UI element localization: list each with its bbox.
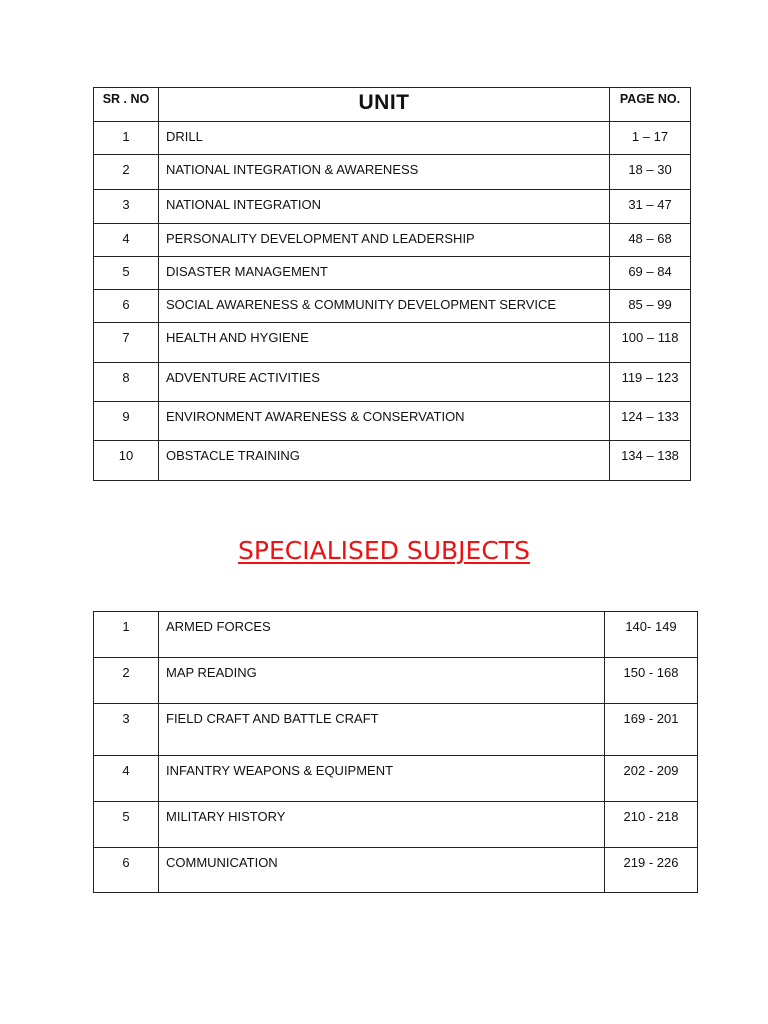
sr-no-cell: 9: [94, 402, 159, 441]
sr-no-cell: 10: [94, 441, 159, 481]
page-range-cell: 119 – 123: [610, 363, 691, 402]
unit-cell: DISASTER MANAGEMENT: [159, 257, 610, 290]
table-row: [94, 402, 691, 441]
unit-cell: OBSTACLE TRAINING: [159, 441, 610, 481]
page-range-cell: 140- 149: [605, 612, 698, 658]
unit-cell: COMMUNICATION: [159, 848, 605, 893]
header-unit: UNIT: [159, 88, 610, 122]
sr-no-cell: 8: [94, 363, 159, 402]
table-row: [94, 658, 698, 704]
page-range-cell: 219 - 226: [605, 848, 698, 893]
sr-no-cell: 3: [94, 704, 159, 756]
sr-no-cell: 1: [94, 612, 159, 658]
table-row: [94, 802, 698, 848]
table-row: [94, 848, 698, 893]
table-row: [94, 155, 691, 190]
sr-no-cell: 3: [94, 190, 159, 224]
specialised-subjects-table: [93, 611, 698, 893]
page-range-cell: 134 – 138: [610, 441, 691, 481]
table-row: [94, 612, 698, 658]
unit-cell: NATIONAL INTEGRATION & AWARENESS: [159, 155, 610, 190]
table-row: [94, 704, 698, 756]
table-row: [94, 190, 691, 224]
sr-no-cell: 1: [94, 122, 159, 155]
unit-cell: MILITARY HISTORY: [159, 802, 605, 848]
unit-cell: FIELD CRAFT AND BATTLE CRAFT: [159, 704, 605, 756]
page-range-cell: 69 – 84: [610, 257, 691, 290]
contents-table: [93, 87, 691, 481]
page-range-cell: 31 – 47: [610, 190, 691, 224]
page-range-cell: 1 – 17: [610, 122, 691, 155]
page-range-cell: 202 - 209: [605, 756, 698, 802]
sr-no-cell: 6: [94, 848, 159, 893]
table-row: [94, 323, 691, 363]
page-range-cell: 124 – 133: [610, 402, 691, 441]
sr-no-cell: 2: [94, 155, 159, 190]
specialised-subjects-heading: SPECIALISED SUBJECTS: [238, 536, 530, 565]
unit-cell: ARMED FORCES: [159, 612, 605, 658]
page-range-cell: 210 - 218: [605, 802, 698, 848]
sr-no-cell: 7: [94, 323, 159, 363]
unit-cell: INFANTRY WEAPONS & EQUIPMENT: [159, 756, 605, 802]
table-row: [94, 224, 691, 257]
page-range-cell: 169 - 201: [605, 704, 698, 756]
unit-cell: MAP READING: [159, 658, 605, 704]
sr-no-cell: 5: [94, 802, 159, 848]
header-sr-no: SR . NO: [94, 88, 159, 122]
unit-cell: ADVENTURE ACTIVITIES: [159, 363, 610, 402]
page-range-cell: 150 - 168: [605, 658, 698, 704]
unit-cell: DRILL: [159, 122, 610, 155]
unit-cell: ENVIRONMENT AWARENESS & CONSERVATION: [159, 402, 610, 441]
unit-cell: HEALTH AND HYGIENE: [159, 323, 610, 363]
unit-cell: SOCIAL AWARENESS & COMMUNITY DEVELOPMENT SERVICE: [159, 290, 610, 323]
table-row: [94, 290, 691, 323]
table-row: [94, 441, 691, 481]
table-row: [94, 122, 691, 155]
page-range-cell: 100 – 118: [610, 323, 691, 363]
table-row: [94, 756, 698, 802]
sr-no-cell: 6: [94, 290, 159, 323]
table-row: [94, 257, 691, 290]
sr-no-cell: 4: [94, 224, 159, 257]
page-range-cell: 48 – 68: [610, 224, 691, 257]
table-row: [94, 363, 691, 402]
header-page-no: PAGE NO.: [610, 88, 691, 122]
unit-cell: PERSONALITY DEVELOPMENT AND LEADERSHIP: [159, 224, 610, 257]
sr-no-cell: 2: [94, 658, 159, 704]
unit-cell: NATIONAL INTEGRATION: [159, 190, 610, 224]
sr-no-cell: 5: [94, 257, 159, 290]
table-header-row: [94, 88, 691, 122]
page-range-cell: 18 – 30: [610, 155, 691, 190]
page-range-cell: 85 – 99: [610, 290, 691, 323]
sr-no-cell: 4: [94, 756, 159, 802]
